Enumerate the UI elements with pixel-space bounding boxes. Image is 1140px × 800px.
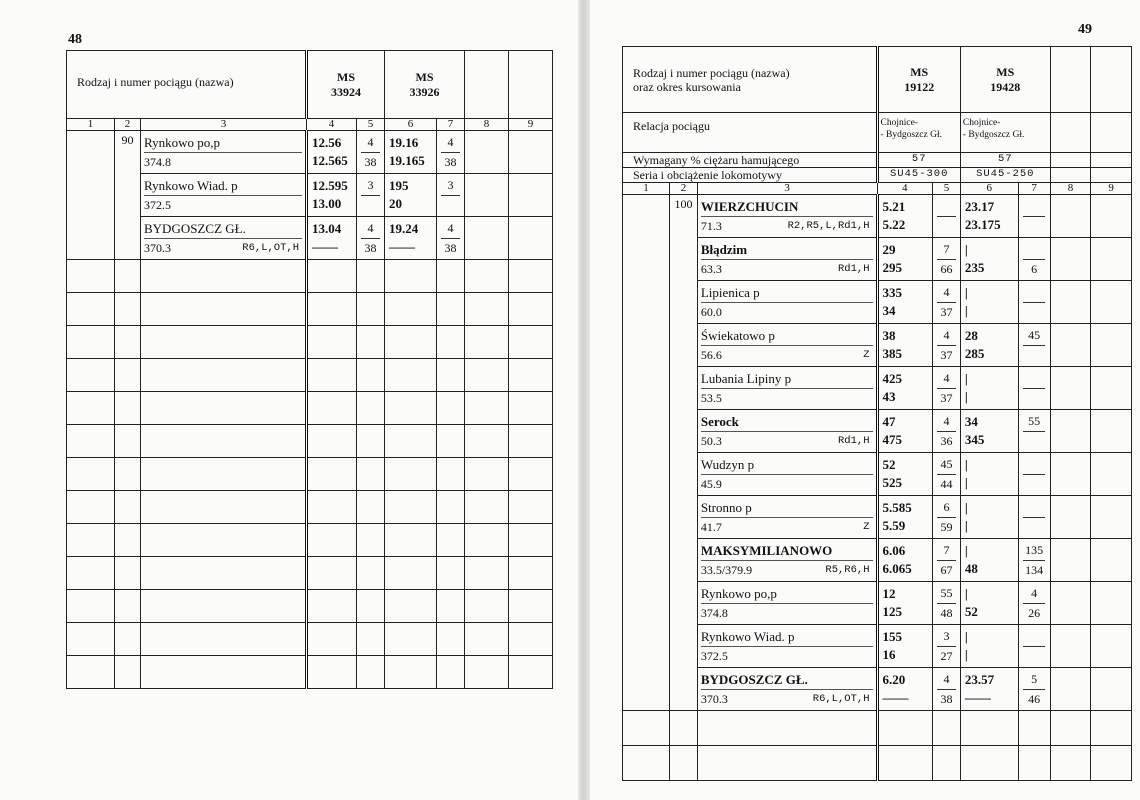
- station-cell: [697, 625, 877, 668]
- relation-cell: Chojnice- - Bydgoszcz Gł.: [960, 113, 1050, 153]
- stop-cell: 4 38: [357, 217, 385, 260]
- station-name: Rynkowo po,p: [701, 584, 873, 604]
- time-cell: 5.21 5.22: [877, 195, 933, 238]
- time-cell: | 235: [960, 238, 1018, 281]
- stop-cell: [1018, 625, 1050, 668]
- station-cell: [697, 324, 877, 367]
- empty-col: [1050, 582, 1091, 625]
- station-name: Rynkowo Wiad. p: [144, 176, 302, 196]
- station-km: 53.5: [700, 391, 722, 405]
- station-km: 372.5: [700, 649, 728, 663]
- time-cell: 19.16 19.165: [385, 131, 437, 174]
- station-row: [623, 410, 1132, 453]
- station-km: 71.3 R2,R5,L,Rd1,H: [700, 219, 870, 233]
- station-name: Rynkowo po,p: [144, 133, 302, 153]
- brake-value: 57: [877, 153, 960, 168]
- station-name: Lubania Lipiny p: [701, 369, 873, 389]
- stop-cell: 4 37: [933, 324, 961, 367]
- station-codes: R6,L,OT,H: [812, 693, 870, 705]
- stop-cell: 55: [1018, 410, 1050, 453]
- stop-cell: 4 38: [437, 217, 465, 260]
- station-codes: R6,L,OT,H: [242, 242, 300, 254]
- stop-cell: 4 37: [933, 281, 961, 324]
- time-cell: 12 125: [877, 582, 933, 625]
- book-gutter: [578, 0, 590, 800]
- time-cell: 34 345: [960, 410, 1018, 453]
- station-cell: [697, 668, 877, 711]
- station-row: [623, 453, 1132, 496]
- empty-col: [1091, 582, 1132, 625]
- column-numbers-row: 1 2 3 4 5 6 7 8 9: [623, 183, 1132, 195]
- time-cell: 425 43: [877, 367, 933, 410]
- train-kind-header: Rodzaj i numer pociągu (nazwa): [67, 51, 307, 119]
- empty-row: [67, 590, 553, 623]
- station-codes: Z: [863, 349, 870, 361]
- station-name: Wudzyn p: [701, 455, 873, 475]
- train-header: MS 33926: [385, 51, 465, 119]
- empty-col: [623, 195, 670, 711]
- brake-value: 57: [960, 153, 1050, 168]
- station-row: [623, 195, 1132, 238]
- stop-cell: 4 38: [437, 131, 465, 174]
- stop-cell: [1018, 281, 1050, 324]
- empty-col: [1050, 324, 1091, 367]
- station-km: 374.8: [700, 606, 728, 620]
- stop-cell: 3 27: [933, 625, 961, 668]
- time-cell: 47 475: [877, 410, 933, 453]
- station-row: [623, 539, 1132, 582]
- station-row: [623, 496, 1132, 539]
- time-cell: 335 34: [877, 281, 933, 324]
- stop-cell: [1018, 195, 1050, 238]
- stop-cell: [1018, 496, 1050, 539]
- station-km: 56.6 Z: [700, 348, 870, 362]
- station-cell: [697, 410, 877, 453]
- empty-row: [67, 524, 553, 557]
- time-cell: | 48: [960, 539, 1018, 582]
- empty-col: [1091, 539, 1132, 582]
- empty-col: [1050, 195, 1091, 238]
- stop-cell: 7 67: [933, 539, 961, 582]
- station-cell: [697, 539, 877, 582]
- station-row: [623, 238, 1132, 281]
- time-cell: 23.17 23.175: [960, 195, 1018, 238]
- station-name: Stronno p: [701, 498, 873, 518]
- page-number: 49: [1078, 22, 1092, 37]
- line-number: 90: [115, 131, 141, 260]
- stop-cell: 6 59: [933, 496, 961, 539]
- station-name: WIERZCHUCIN: [701, 197, 873, 217]
- left-timetable: [66, 50, 553, 689]
- station-name: Rynkowo Wiad. p: [701, 627, 873, 647]
- empty-col: [1091, 625, 1132, 668]
- empty-col: [465, 174, 509, 217]
- empty-col: [465, 131, 509, 174]
- series-label: Seria i obciążenie lokomotywy: [623, 168, 878, 183]
- stop-cell: [933, 195, 961, 238]
- station-name: Serock: [701, 412, 873, 432]
- train-header: MS 33924: [307, 51, 385, 119]
- series-value: SU45-300: [877, 168, 960, 183]
- column-numbers-row: 1 2 3 4 5 6 7 8 9: [67, 119, 553, 131]
- station-cell: [141, 131, 307, 174]
- time-cell: | |: [960, 625, 1018, 668]
- time-cell: 5.585 5.59: [877, 496, 933, 539]
- series-value: SU45-250: [960, 168, 1050, 183]
- time-cell: 195 20: [385, 174, 437, 217]
- empty-col: [1091, 410, 1132, 453]
- empty-row: [67, 260, 553, 293]
- station-km: 33.5/379.9 R5,R6,H: [700, 563, 870, 577]
- empty-col: [509, 131, 553, 174]
- station-codes: Rd1,H: [837, 263, 870, 275]
- station-codes: Rd1,H: [837, 435, 870, 447]
- station-row: [623, 582, 1132, 625]
- station-cell: [697, 281, 877, 324]
- empty-col: [1091, 668, 1132, 711]
- stop-cell: 135 134: [1018, 539, 1050, 582]
- time-cell: | 52: [960, 582, 1018, 625]
- station-name: Błądzim: [701, 240, 873, 260]
- time-cell: 29 295: [877, 238, 933, 281]
- station-codes: R2,R5,L,Rd1,H: [787, 220, 870, 232]
- station-name: Świekatowo p: [701, 326, 873, 346]
- stop-cell: 55 48: [933, 582, 961, 625]
- station-row: [67, 131, 553, 174]
- station-cell: [697, 367, 877, 410]
- station-row: [623, 668, 1132, 711]
- station-km: 372.5: [144, 198, 171, 212]
- train-kind-header: Rodzaj i numer pociągu (nazwa) oraz okres kursowania: [623, 47, 878, 113]
- right-timetable: [622, 46, 1132, 781]
- empty-col: [1050, 539, 1091, 582]
- station-km: 370.3 R6,L,OT,H: [700, 692, 870, 706]
- time-cell: 38 385: [877, 324, 933, 367]
- time-cell: 6.20 ——: [877, 668, 933, 711]
- empty-col: [1091, 496, 1132, 539]
- station-km: 63.3 Rd1,H: [700, 262, 870, 276]
- time-cell: 6.06 6.065: [877, 539, 933, 582]
- train-header: MS 19122: [877, 47, 960, 113]
- empty-row: [67, 557, 553, 590]
- time-cell: 52 525: [877, 453, 933, 496]
- stop-cell: 4 36: [933, 410, 961, 453]
- empty-col: [1050, 410, 1091, 453]
- empty-col: [1050, 238, 1091, 281]
- empty-col: [1050, 668, 1091, 711]
- empty-row: [67, 491, 553, 524]
- time-cell: 23.57 ——: [960, 668, 1018, 711]
- empty-col: [1050, 281, 1091, 324]
- stop-cell: 4 26: [1018, 582, 1050, 625]
- station-name: Lipienica p: [701, 283, 873, 303]
- station-name: BYDGOSZCZ GŁ.: [701, 670, 873, 690]
- relation-cell: Chojnice- - Bydgoszcz Gł.: [877, 113, 960, 153]
- time-cell: 28 285: [960, 324, 1018, 367]
- station-cell: [697, 582, 877, 625]
- time-cell: | |: [960, 496, 1018, 539]
- stop-cell: 3: [357, 174, 385, 217]
- time-cell: 19.24 ——: [385, 217, 437, 260]
- stop-cell: 4 38: [357, 131, 385, 174]
- empty-row: [67, 359, 553, 392]
- empty-col: [1091, 281, 1132, 324]
- page-number: 48: [68, 32, 82, 47]
- station-cell: [697, 238, 877, 281]
- station-codes: Z: [863, 521, 870, 533]
- relation-label: Relacja pociągu: [623, 113, 878, 153]
- station-row: [623, 625, 1132, 668]
- empty-row: [67, 458, 553, 491]
- station-km: 60.0: [700, 305, 722, 319]
- stop-cell: 4 38: [933, 668, 961, 711]
- empty-row: [623, 711, 1132, 746]
- line-number: 100: [670, 195, 698, 711]
- empty-row: [67, 656, 553, 689]
- time-cell: | |: [960, 453, 1018, 496]
- empty-col: [1091, 238, 1132, 281]
- station-cell: [141, 217, 307, 260]
- stop-cell: 7 66: [933, 238, 961, 281]
- station-row: [623, 367, 1132, 410]
- time-cell: 12.595 13.00: [307, 174, 357, 217]
- station-km: 374.8: [144, 155, 171, 169]
- empty-row: [623, 746, 1132, 781]
- station-cell: [697, 496, 877, 539]
- time-cell: 13.04 ——: [307, 217, 357, 260]
- empty-row: [67, 326, 553, 359]
- empty-col: [1050, 367, 1091, 410]
- stop-cell: 45: [1018, 324, 1050, 367]
- station-km: 45.9: [700, 477, 722, 491]
- brake-label: Wymagany % ciężaru hamującego: [623, 153, 878, 168]
- stop-cell: 3: [437, 174, 465, 217]
- station-km: 50.3 Rd1,H: [700, 434, 870, 448]
- stop-cell: [1018, 367, 1050, 410]
- time-cell: | |: [960, 367, 1018, 410]
- empty-col: [1091, 453, 1132, 496]
- empty-col: [1091, 195, 1132, 238]
- time-cell: 12.56 12.565: [307, 131, 357, 174]
- empty-col: [1091, 324, 1132, 367]
- empty-col: [465, 217, 509, 260]
- station-cell: [141, 174, 307, 217]
- empty-col: [1050, 496, 1091, 539]
- stop-cell: 4 37: [933, 367, 961, 410]
- stop-cell: 45 44: [933, 453, 961, 496]
- empty-col: [509, 174, 553, 217]
- station-cell: [697, 453, 877, 496]
- empty-row: [67, 623, 553, 656]
- time-cell: 155 16: [877, 625, 933, 668]
- station-km: 370.3 R6,L,OT,H: [144, 241, 300, 255]
- empty-col: [509, 217, 553, 260]
- station-name: MAKSYMILIANOWO: [701, 541, 873, 561]
- train-header: MS 19428: [960, 47, 1050, 113]
- empty-col: [1091, 367, 1132, 410]
- empty-col: [1050, 453, 1091, 496]
- stop-cell: 5 46: [1018, 668, 1050, 711]
- station-row: [623, 324, 1132, 367]
- station-km: 41.7 Z: [700, 520, 870, 534]
- empty-col: [67, 131, 115, 260]
- empty-row: [67, 392, 553, 425]
- right-page: [590, 0, 1140, 800]
- stop-cell: [1018, 453, 1050, 496]
- stop-cell: 6: [1018, 238, 1050, 281]
- station-row: [623, 281, 1132, 324]
- empty-row: [67, 293, 553, 326]
- station-cell: [697, 195, 877, 238]
- empty-row: [67, 425, 553, 458]
- empty-col: [1050, 625, 1091, 668]
- station-name: BYDGOSZCZ GŁ.: [144, 219, 302, 239]
- station-codes: R5,R6,H: [825, 564, 870, 576]
- time-cell: | |: [960, 281, 1018, 324]
